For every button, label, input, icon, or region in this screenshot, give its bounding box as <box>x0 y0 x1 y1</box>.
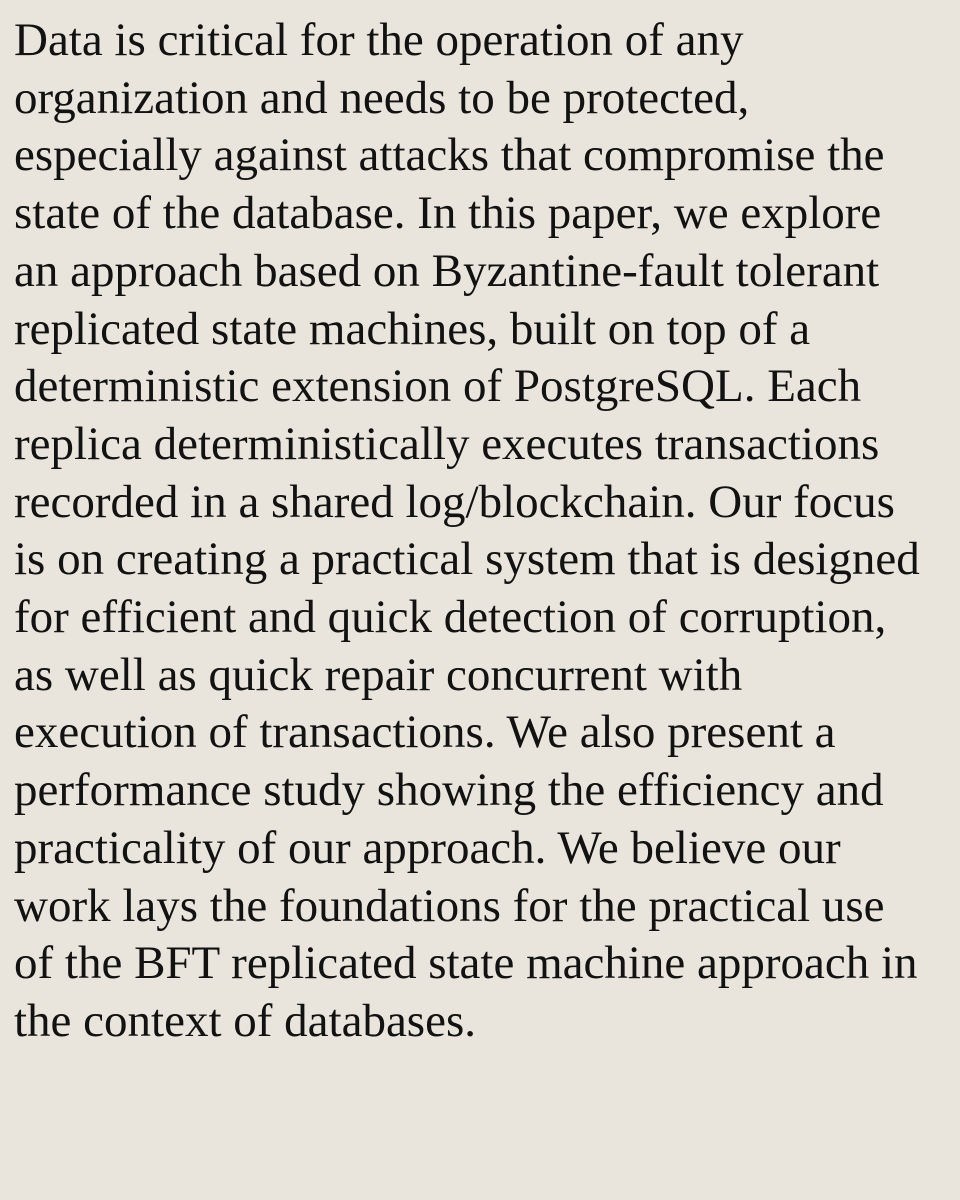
abstract-line: replica deterministically executes transactions <box>14 417 880 470</box>
abstract-line: recorded in a shared log/blockchain. Our focus <box>14 475 895 528</box>
abstract-line: practicality of our approach. We believe our <box>14 821 841 874</box>
abstract-line: of the BFT replicated state machine approach in <box>14 937 918 990</box>
abstract-line: for efficient and quick detection of corruption, <box>14 591 887 644</box>
abstract-line: especially against attacks that compromise the <box>14 129 885 182</box>
abstract-line: state of the database. In this paper, we explore <box>14 187 882 240</box>
abstract-line: as well as quick repair concurrent with <box>14 648 743 701</box>
abstract-line: is on creating a practical system that is designed <box>14 533 920 586</box>
abstract-line: the context of databases. <box>14 994 476 1047</box>
abstract-line: organization and needs to be protected, <box>14 71 750 124</box>
abstract-line: an approach based on Byzantine-fault tolerant <box>14 244 880 297</box>
abstract-text <box>14 12 920 1051</box>
abstract-line: execution of transactions. We also present a <box>14 706 836 759</box>
abstract-line: deterministic extension of PostgreSQL. Each <box>14 360 862 413</box>
abstract-line: performance study showing the efficiency and <box>14 764 884 817</box>
abstract-line: work lays the foundations for the practical use <box>14 879 885 932</box>
abstract-line: replicated state machines, built on top of a <box>14 302 811 355</box>
abstract-line: Data is critical for the operation of any <box>14 14 744 66</box>
